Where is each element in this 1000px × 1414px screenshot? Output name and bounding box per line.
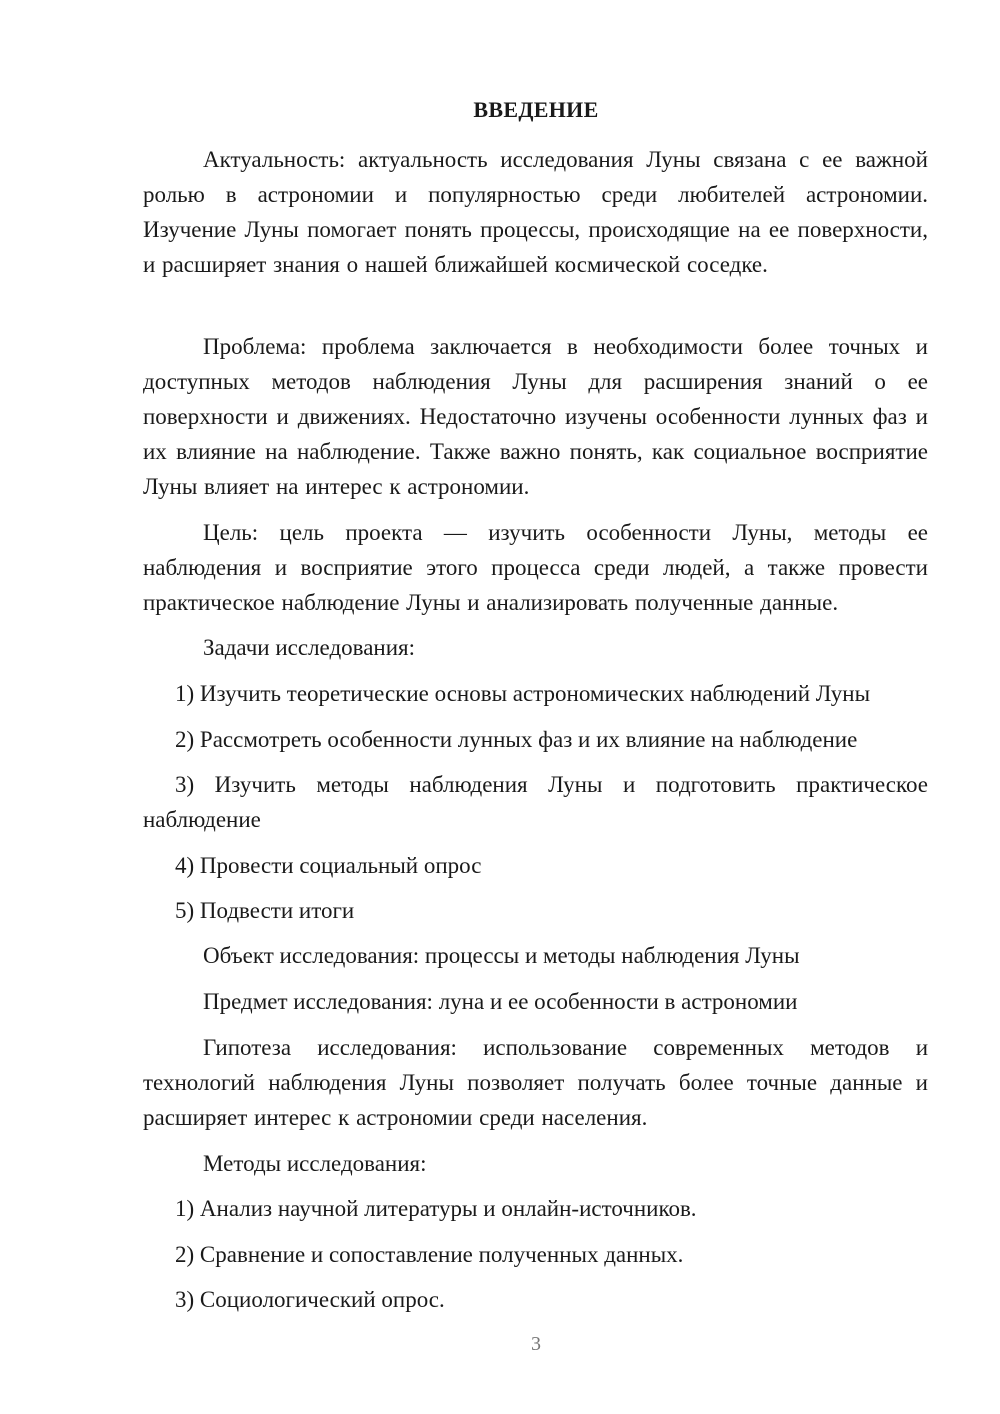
task-item-5: 5) Подвести итоги <box>175 898 355 923</box>
hypothesis-paragraph: Гипотеза исследования: использование современных методов и технологий наблюдения Луны позволяет получать более точные данные и расширяет интерес к астрономии среди населения. <box>143 1035 928 1130</box>
tasks-title: Задачи исследования: <box>203 635 416 660</box>
page-number: 3 <box>531 1333 541 1355</box>
task-item-2: 2) Рассмотреть особенности лунных фаз и их влияние на наблюдение <box>175 727 858 752</box>
task-item-1: 1) Изучить теоретические основы астрономических наблюдений Луны <box>175 681 871 706</box>
problem-paragraph: Проблема: проблема заключается в необходимости более точных и доступных методов наблюдения Луны для расширения знаний о ее поверхности и движениях. Недостаточно изучены особенности лунных фаз и их влияние на наблюдение. Также важно понять, как социальное восприятие Луны влияет на интерес к астрономии. <box>143 334 928 499</box>
task-item-3: 3) Изучить методы наблюдения Луны и подготовить практическое наблюдение <box>143 772 928 832</box>
relevance-paragraph: Актуальность: актуальность исследования Луны связана с ее важной ролью в астрономии и популярностью среди любителей астрономии. Изучение Луны помогает понять процессы, происходящие на ее поверхности, и расширяет знания о нашей ближайшей космической соседке. <box>143 147 928 277</box>
research-object: Объект исследования: процессы и методы наблюдения Луны <box>203 943 800 968</box>
method-item-1: 1) Анализ научной литературы и онлайн-источников. <box>175 1196 697 1221</box>
task-item-4: 4) Провести социальный опрос <box>175 853 482 878</box>
method-item-3: 3) Социологический опрос. <box>175 1287 445 1312</box>
section-heading: ВВЕДЕНИЕ <box>473 97 599 122</box>
method-item-2: 2) Сравнение и сопоставление полученных данных. <box>175 1242 684 1267</box>
research-subject: Предмет исследования: луна и ее особенности в астрономии <box>203 989 798 1014</box>
methods-title: Методы исследования: <box>203 1151 427 1176</box>
goal-paragraph: Цель: цель проекта — изучить особенности Луны, методы ее наблюдения и восприятие этого процесса среди людей, а также провести практическое наблюдение Луны и анализировать полученные данные. <box>143 520 928 615</box>
